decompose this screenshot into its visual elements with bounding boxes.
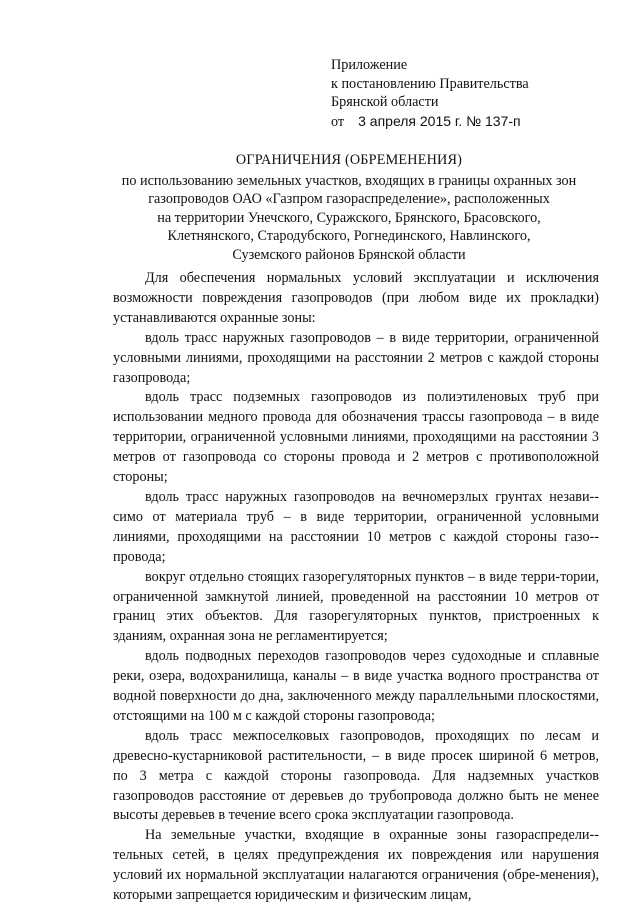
annex-date-line <box>331 112 621 132</box>
body-paragraph-5: вокруг отдельно стоящих газорегуляторных пунктов – в виде терри-тории, ограниченной замкнутой линией, проведенной на расстоянии 10 метров от границ этих объектов. Для газорегуляторных пунктов, пристроенных к зданиям, охранная зона не регламентируется; <box>113 568 599 645</box>
annex-date-label: от <box>331 113 345 130</box>
document-title <box>96 151 602 265</box>
body-paragraph-1: Для обеспечения нормальных условий эксплуатации и исключения возможности повреждения газопроводов (при любом виде их прокладки) устанавливаются охранные зоны: <box>113 270 599 326</box>
annex-line-3: Брянской области <box>331 94 439 111</box>
body-paragraph-3: вдоль трасс подземных газопроводов из полиэтиленовых труб при использовании медного провода для обозначения трассы газопровода – в виде территории, ограниченной условными линиями, проходящими на расстоянии 3 метров от газопровода со стороны провода и 2 метров с противоположной стороны; <box>113 389 599 486</box>
annex-line-1: Приложение <box>331 57 408 73</box>
title-line-5: Суземского районов Брянской области <box>232 246 466 263</box>
title-line-4: Клетнянского, Стародубского, Рогнединского, Навлинского, <box>167 228 531 245</box>
title-line-2: газопроводов ОАО «Газпром газораспределение», расположенных <box>148 191 550 208</box>
body-paragraph-7: вдоль трасс межпоселковых газопроводов, проходящих по лесам и древесно-кустарниковой растительности, – в виде просек шириной 6 метров, по 3 метра с каждой стороны газопровода. Для надземных участков газопроводов расстояние от деревьев до трубопровода должно быть не менее высоты деревьев в течение всего срока эксплуатации газопровода. <box>113 727 599 824</box>
body-paragraph-8: На земельные участки, входящие в охранные зоны газораспредели-тельных сетей, в целях предупреждения их повреждения или нарушения условий их нормальной эксплуатации налагаются ограничения (обре-менения), которыми запрещается юридическим и физическим лицам, <box>113 827 599 904</box>
body-paragraph-2: вдоль трасс наружных газопроводов – в виде территории, ограниченной условными линиями, проходящими на расстоянии 2 метров с каждой стороны газопровода; <box>113 329 599 386</box>
annex-block <box>331 56 621 131</box>
body-paragraph-4: вдоль трасс наружных газопроводов на вечномерзлых грунтах незави-симо от материала труб – в виде территории, ограниченной условными линиями, проходящими на расстоянии 10 метров с каждой стороны газо-провода; <box>113 488 599 565</box>
document-body <box>113 269 599 906</box>
annex-date-value: 3 апреля 2015 г. № 137-п <box>358 112 521 129</box>
title-heading: ОГРАНИЧЕНИЯ (ОБРЕМЕНЕНИЯ) <box>235 152 463 168</box>
body-paragraph-6: вдоль подводных переходов газопроводов через судоходные и сплавные реки, озера, водохранилища, каналы – в виде участка водного пространства от водной поверхности до дна, заключенного между параллельными плоскостями, отстоящими на 100 м с каждой стороны газопровода; <box>113 648 599 724</box>
annex-line-2: к постановлению Правительства <box>331 75 529 92</box>
title-line-1: по использованию земельных участков, входящих в границы охранных зон <box>121 172 577 189</box>
title-line-3: на территории Унечского, Суражского, Брянского, Брасовского, <box>157 209 541 226</box>
